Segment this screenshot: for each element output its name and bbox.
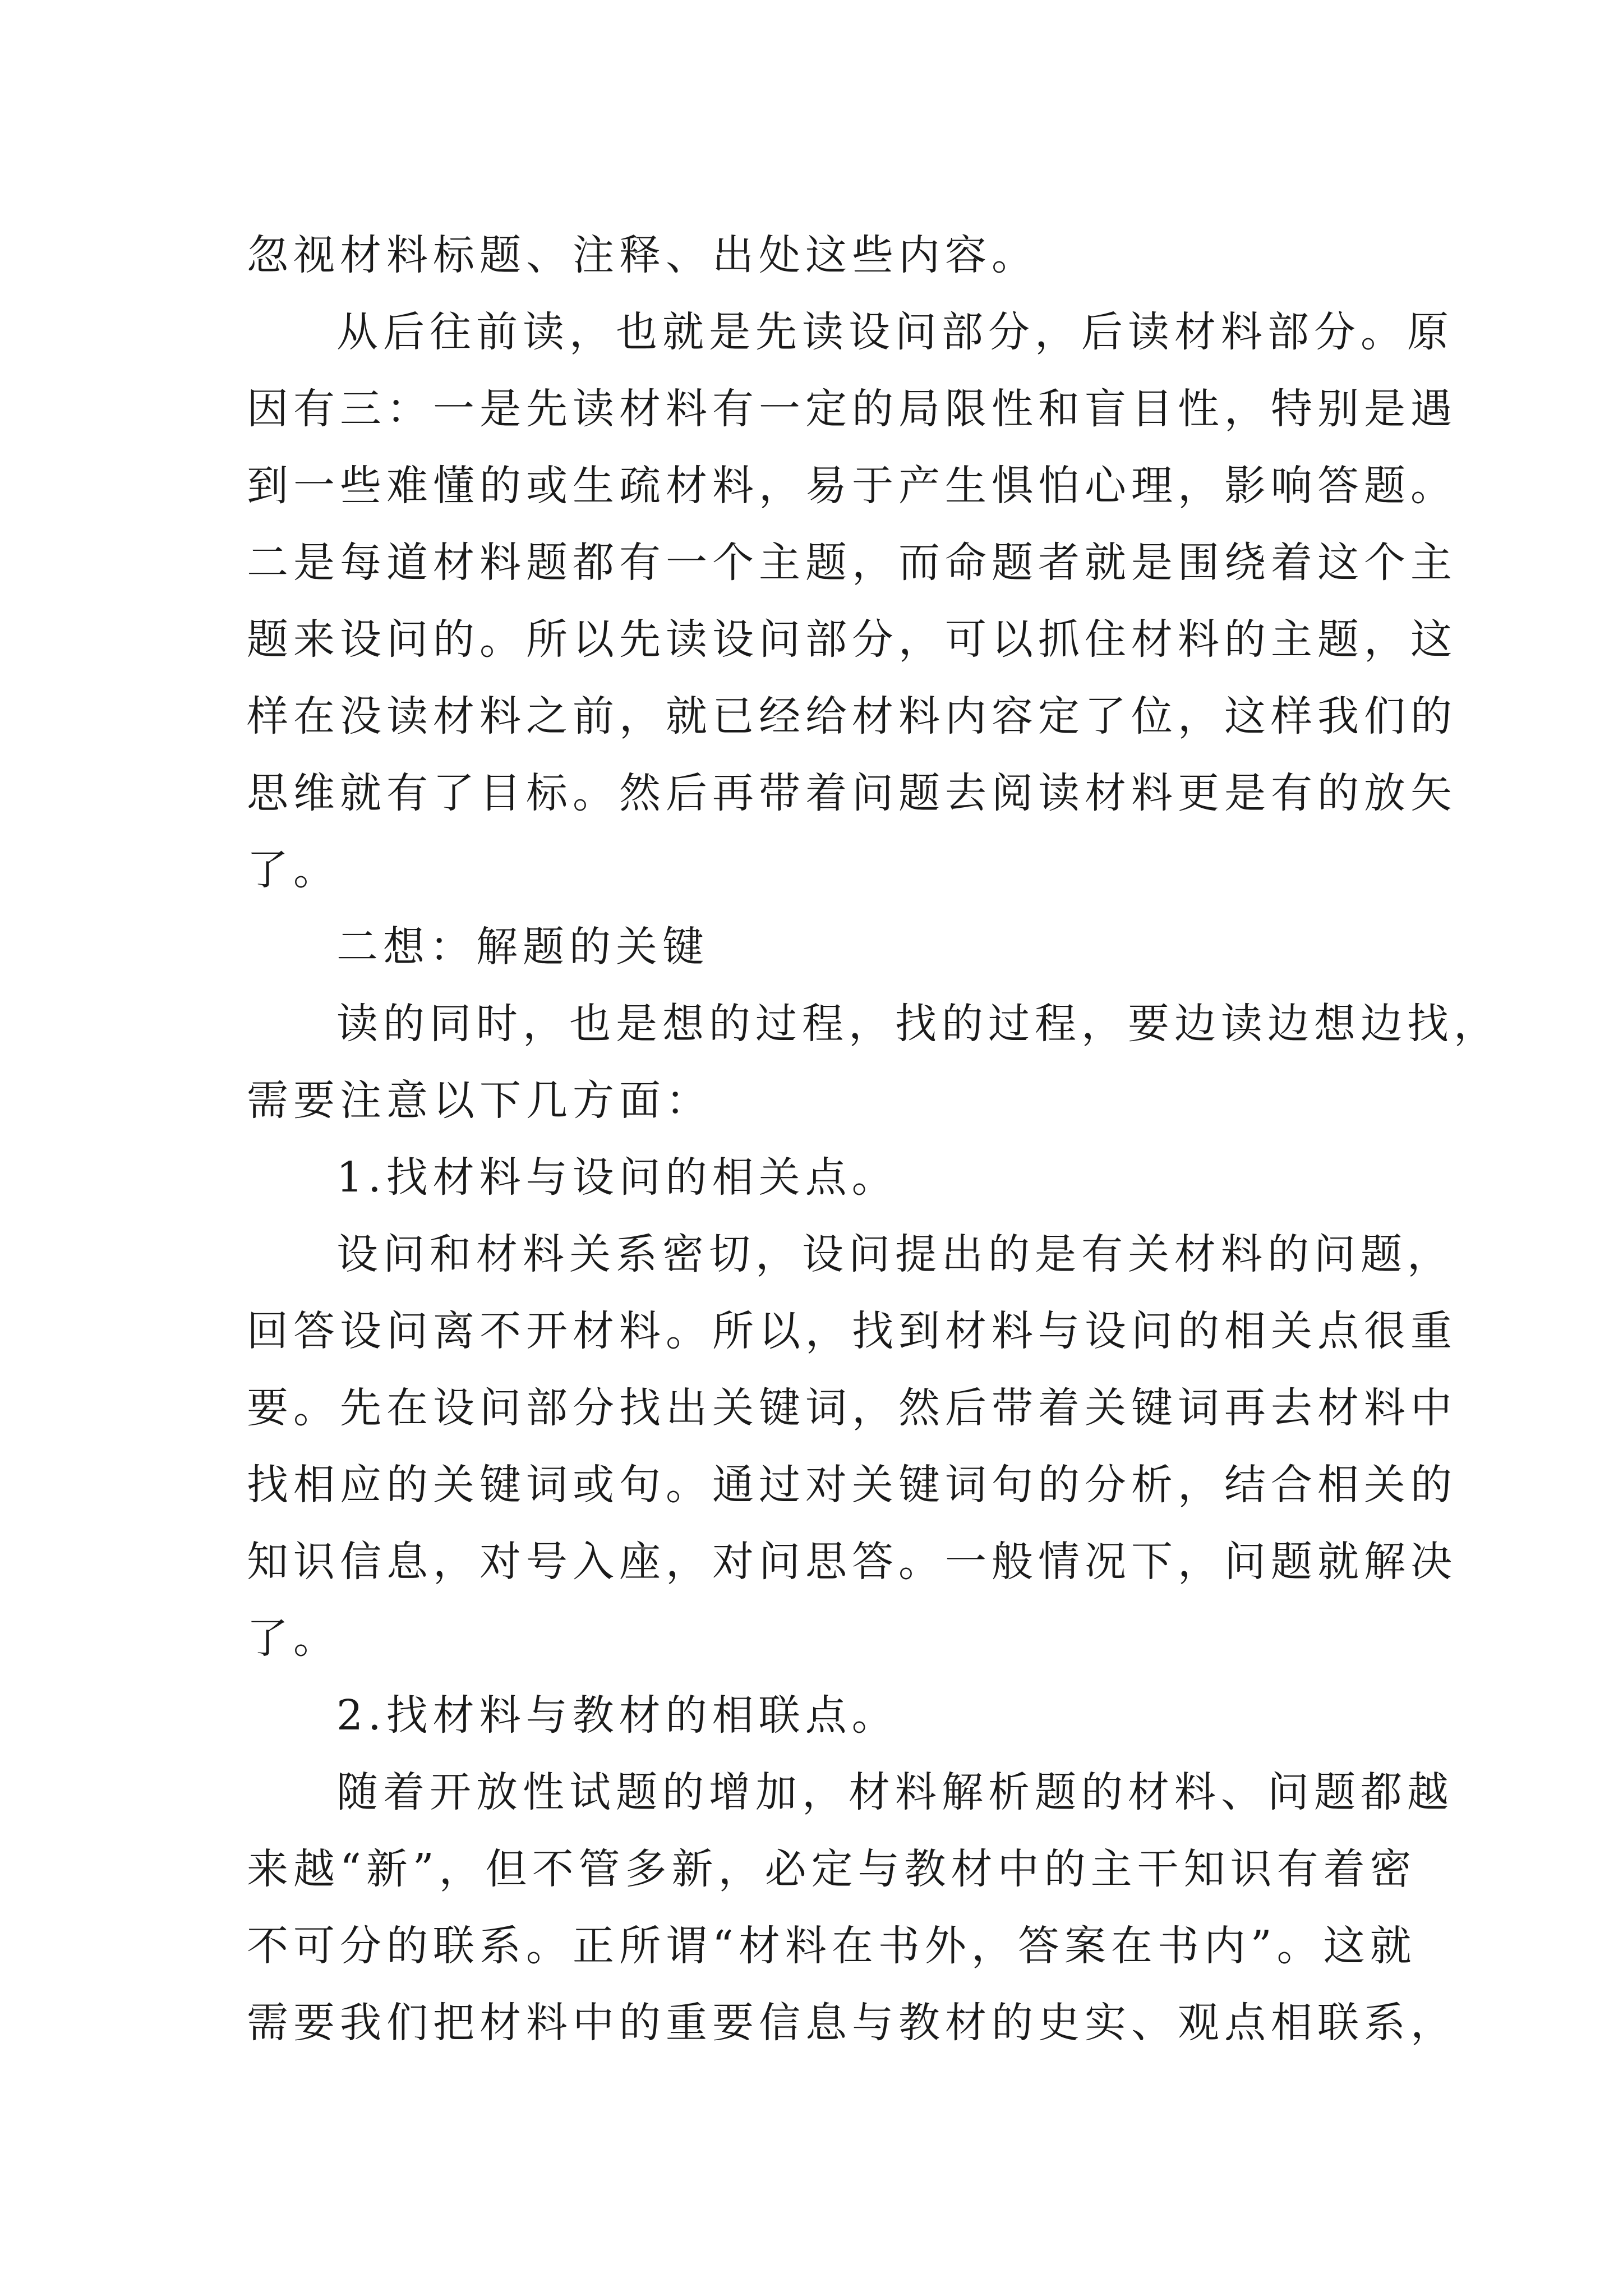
- text-line: 需要我们把材料中的重要信息与教材的史实、观点相联系，: [247, 1999, 1457, 2047]
- text-line: 思维就有了目标。然后再带着问题去阅读材料更是有的放矢: [247, 769, 1457, 817]
- text-line: 需要注意以下几方面：: [247, 1076, 712, 1125]
- text-line: 回答设问离不开材料。所以，找到材料与设问的相关点很重: [247, 1307, 1457, 1355]
- text-line: 设问和材料关系密切，设问提出的是有关材料的问题，: [336, 1230, 1454, 1278]
- subsection-heading: 2.找材料与教材的相联点。: [336, 1691, 898, 1740]
- text-line: 来越“新”，但不管多新，必定与教材中的主干知识有着密: [247, 1845, 1417, 1893]
- text-line: 样在没读材料之前，就已经给材料内容定了位，这样我们的: [247, 692, 1457, 740]
- text-line: 不可分的联系。正所谓“材料在书外，答案在书内”。这就: [247, 1922, 1417, 1970]
- text-line: 找相应的关键词或句。通过对关键词句的分析，结合相关的: [247, 1461, 1457, 1509]
- text-line: 了。: [247, 1614, 340, 1663]
- text-line: 因有三：一是先读材料有一定的局限性和盲目性，特别是遇: [247, 385, 1457, 433]
- text-line: 二是每道材料题都有一个主题，而命题者就是围绕着这个主: [247, 539, 1457, 587]
- text-line: 到一些难懂的或生疏材料，易于产生惧怕心理，影响答题。: [247, 462, 1457, 510]
- section-heading: 二想：解题的关键: [336, 923, 709, 971]
- text-line: 忽视材料标题、注释、出处这些内容。: [247, 231, 1038, 279]
- subsection-heading: 1.找材料与设问的相关点。: [336, 1153, 898, 1202]
- text-line: 知识信息，对号入座，对问思答。一般情况下，问题就解决: [247, 1538, 1457, 1586]
- text-line: 从后往前读，也就是先读设问部分，后读材料部分。原: [336, 308, 1454, 356]
- text-line: 要。先在设问部分找出关键词，然后带着关键词再去材料中: [247, 1384, 1457, 1432]
- text-line: 随着开放性试题的增加，材料解析题的材料、问题都越: [336, 1768, 1454, 1816]
- text-line: 读的同时，也是想的过程，找的过程，要边读边想边找，: [336, 1000, 1500, 1048]
- text-line: 题来设问的。所以先读设问部分，可以抓住材料的主题，这: [247, 615, 1457, 664]
- text-line: 了。: [247, 846, 340, 894]
